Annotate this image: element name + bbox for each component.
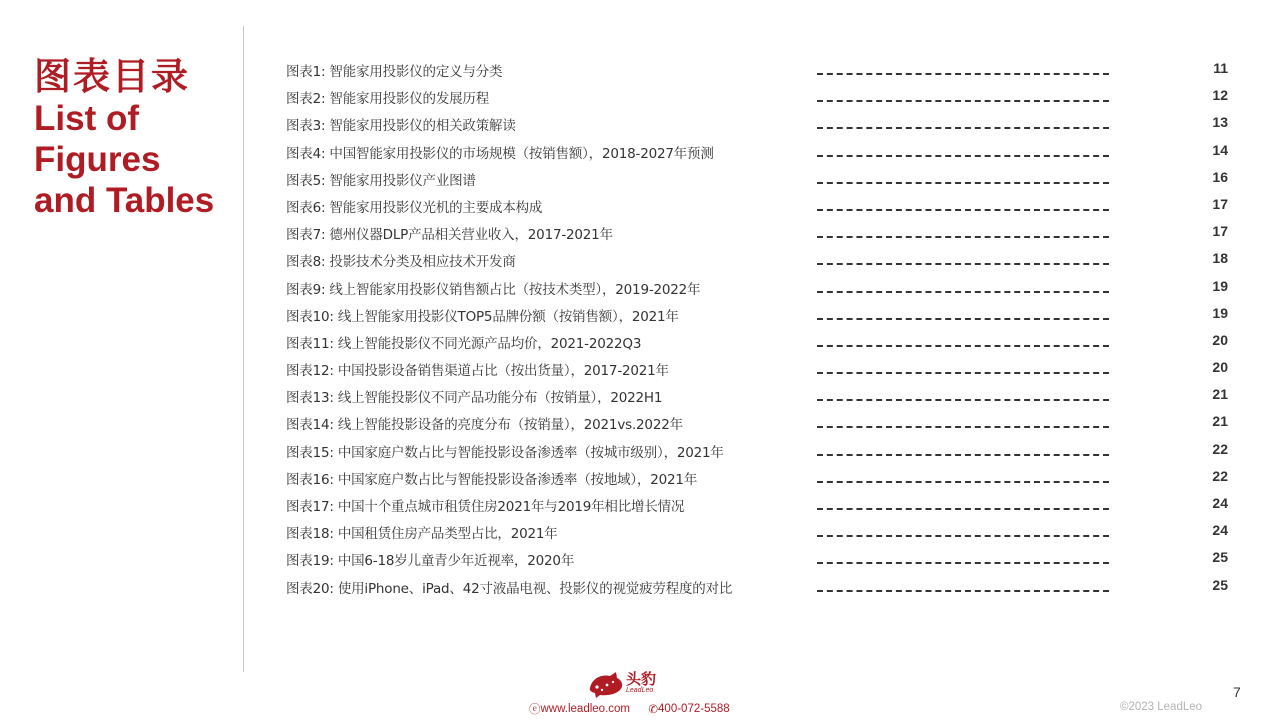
toc-row[interactable] <box>286 54 1236 81</box>
toc-label: 图表10: 线上智能家用投影仪TOP5品牌份额（按销售额），2021年 <box>286 308 679 325</box>
leopard-logo-icon <box>586 668 626 700</box>
toc-leader-dots <box>817 88 1109 102</box>
page-number: 7 <box>1233 684 1241 700</box>
toc-page-number: 16 <box>1212 168 1228 185</box>
toc-leader-dots <box>817 143 1109 157</box>
toc-label: 图表16: 中国家庭户数占比与智能投影设备渗透率（按地域），2021年 <box>286 471 698 488</box>
toc-label: 图表9: 线上智能家用投影仪销售额占比（按技术类型），2019-2022年 <box>286 281 701 298</box>
title-en-line3: and Tables <box>34 181 215 220</box>
toc-label: 图表6: 智能家用投影仪光机的主要成本构成 <box>286 199 543 216</box>
toc-leader-dots <box>817 306 1109 320</box>
toc-page-number: 20 <box>1212 359 1228 376</box>
toc-page-number: 22 <box>1212 467 1228 484</box>
toc-leader-dots <box>817 469 1109 483</box>
toc-leader-dots <box>817 442 1109 456</box>
toc-leader-dots <box>817 550 1109 564</box>
toc-leader-dots <box>817 333 1109 347</box>
toc-page-number: 11 <box>1213 60 1228 76</box>
toc-page-number: 14 <box>1212 141 1228 158</box>
title-en-line2: Figures <box>34 140 161 179</box>
phone-number: 400-072-5588 <box>658 703 730 715</box>
toc-page-number: 17 <box>1212 223 1228 240</box>
toc-row[interactable] <box>286 353 1236 380</box>
toc-leader-dots <box>817 115 1109 129</box>
toc-row[interactable] <box>286 190 1236 217</box>
toc-leader-dots <box>817 523 1109 537</box>
web-icon: ⓔ <box>529 704 541 716</box>
table-of-figures <box>286 54 1236 598</box>
toc-label: 图表7: 德州仪器DLP产品相关营业收入，2017-2021年 <box>286 227 613 244</box>
toc-label: 图表20: 使用iPhone、iPad、42寸液晶电视、投影仪的视觉疲劳程度的对比 <box>286 580 733 597</box>
toc-leader-dots <box>817 61 1109 75</box>
toc-label: 图表5: 智能家用投影仪产业图谱 <box>286 172 476 189</box>
toc-page-number: 12 <box>1212 87 1228 104</box>
title-en-line1: List of <box>34 99 139 138</box>
page-title <box>34 56 214 221</box>
toc-leader-dots <box>817 496 1109 510</box>
toc-page-number: 24 <box>1212 522 1228 539</box>
toc-label: 图表13: 线上智能投影仪不同产品功能分布（按销量），2022H1 <box>286 390 663 407</box>
phone-icon: ✆ <box>648 704 659 716</box>
toc-leader-dots <box>817 170 1109 184</box>
toc-row[interactable] <box>286 81 1236 108</box>
toc-leader-dots <box>817 279 1109 293</box>
copyright: ©2023 LeadLeo <box>1120 701 1203 713</box>
toc-row[interactable] <box>286 136 1236 163</box>
toc-page-number: 22 <box>1212 440 1228 457</box>
toc-page-number: 17 <box>1212 195 1228 212</box>
toc-row[interactable] <box>286 571 1236 598</box>
toc-row[interactable] <box>286 272 1236 299</box>
website-link[interactable]: www.leadleo.com <box>540 703 630 715</box>
toc-row[interactable] <box>286 163 1236 190</box>
toc-row[interactable] <box>286 244 1236 271</box>
toc-page-number: 13 <box>1212 114 1228 131</box>
toc-row[interactable] <box>286 299 1236 326</box>
toc-page-number: 19 <box>1212 304 1228 321</box>
toc-label: 图表18: 中国租赁住房产品类型占比，2021年 <box>286 526 558 543</box>
toc-page-number: 24 <box>1212 495 1228 511</box>
toc-label: 图表19: 中国6-18岁儿童青少年近视率，2020年 <box>286 553 575 570</box>
logo-en: LeadLeo <box>626 687 654 694</box>
toc-label: 图表1: 智能家用投影仪的定义与分类 <box>286 64 503 80</box>
toc-label: 图表2: 智能家用投影仪的发展历程 <box>286 91 490 108</box>
toc-leader-dots <box>817 578 1109 592</box>
toc-page-number: 18 <box>1212 250 1228 267</box>
toc-row[interactable] <box>286 435 1236 462</box>
logo-cn: 头豹 <box>626 670 657 688</box>
toc-page-number: 25 <box>1212 549 1228 566</box>
toc-page-number: 21 <box>1212 386 1228 403</box>
toc-page-number: 20 <box>1212 331 1228 348</box>
toc-label: 图表15: 中国家庭户数占比与智能投影设备渗透率（按城市级别），2021年 <box>286 444 724 461</box>
toc-leader-dots <box>817 360 1109 374</box>
toc-row[interactable] <box>286 489 1236 516</box>
toc-page-number: 21 <box>1212 413 1228 430</box>
toc-label: 图表11: 线上智能投影仪不同光源产品均价，2021-2022Q3 <box>286 335 642 352</box>
title-cn: 图表目录 <box>34 56 190 97</box>
toc-page-number: 19 <box>1212 277 1228 294</box>
toc-page-number: 25 <box>1212 576 1228 593</box>
toc-row[interactable] <box>286 108 1236 135</box>
toc-label: 图表8: 投影技术分类及相应技术开发商 <box>286 254 516 271</box>
toc-row[interactable] <box>286 380 1236 407</box>
toc-label: 图表4: 中国智能家用投影仪的市场规模（按销售额），2018-2027年预测 <box>286 145 714 162</box>
toc-leader-dots <box>817 197 1109 211</box>
toc-label: 图表12: 中国投影设备销售渠道占比（按出货量），2017-2021年 <box>286 363 669 380</box>
toc-leader-dots <box>817 387 1109 401</box>
toc-row[interactable] <box>286 516 1236 543</box>
toc-row[interactable] <box>286 326 1236 353</box>
toc-leader-dots <box>817 251 1109 265</box>
toc-label: 图表14: 线上智能投影设备的亮度分布（按销量），2021vs.2022年 <box>286 417 683 434</box>
toc-row[interactable] <box>286 543 1236 570</box>
toc-label: 图表3: 智能家用投影仪的相关政策解读 <box>286 118 516 135</box>
toc-leader-dots <box>817 224 1109 238</box>
toc-row[interactable] <box>286 462 1236 489</box>
toc-row[interactable] <box>286 217 1236 244</box>
toc-leader-dots <box>817 414 1109 428</box>
footer-contact <box>529 701 730 717</box>
vertical-divider <box>243 26 244 672</box>
toc-label: 图表17: 中国十个重点城市租赁住房2021年与2019年相比增长情况 <box>286 499 685 515</box>
toc-row[interactable] <box>286 407 1236 434</box>
